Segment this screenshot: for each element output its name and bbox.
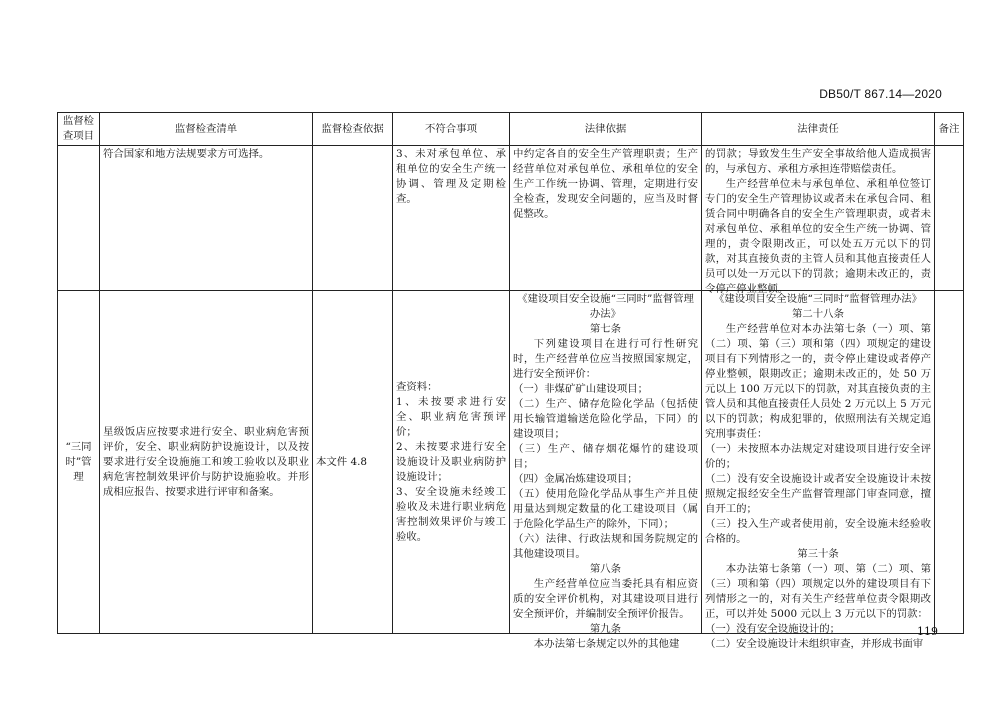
supervision-checklist-table <box>57 112 964 650</box>
table-header-row <box>58 113 964 146</box>
article-item: （三）生产、储存烟花爆竹的建设项目； <box>513 443 698 470</box>
article-text: 生产经营单位对本办法第七条（一）项、第（二）项、第（三）项和第（四）项规定的建设项目有下列情形之一的，责令停止建设或者停产停业整顿，限期改正；逾期未改正的，处 50 万元以上 100 万元以下的罚款，对其直接负责的主管人员和其他直接责任人员处 2 万元以上 5 万元以下的罚款；构成犯罪的，依照刑法有关规定追究刑事责任： <box>705 323 931 440</box>
article-text: 下列建设项目在进行可行性研究时，生产经营单位应当按照国家规定，进行安全预评价： <box>513 338 698 380</box>
article-heading: 第八条 <box>589 563 622 575</box>
cell-noncompliance: 3、未对承包单位、承租单位的安全生产统一协调、管理及定期检查。 <box>393 146 510 291</box>
article-heading: 第九条 <box>589 623 622 635</box>
table-row <box>58 146 964 291</box>
cell-item: “三同时”管理 <box>58 291 100 634</box>
cell-remark <box>935 146 964 291</box>
liability-text: 生产经营单位未与承包单位、承租单位签订专门的安全生产管理协议或者未在承包合同、租赁合同中明确各自的安全生产管理职责，或者未对承包单位、承租单位的安全生产统一协调、管理的，责令限期改正，可以处五万元以下的罚款，对其直接负责的主管人员和其他直接责任人员可以处一万元以下的罚款；逾期未改正的，责令停产停业整顿。 <box>705 178 931 295</box>
noncompliance-line: 1、未按要求进行安全、职业病危害预评价； <box>396 395 506 438</box>
article-heading: 第三十条 <box>797 548 839 560</box>
article-text: 本办法第七条第（一）项、第（二）项、第（三）项和第（四）项规定以外的建设项目有下列情形之一的，对有关生产经营单位责令限期改正，可以并处 5000 元以上 3 万元以下的罚款： <box>705 563 931 620</box>
article-item: （三）投入生产或者使用前，安全设施未经验收合格的。 <box>705 518 931 545</box>
cell-liability <box>702 291 935 650</box>
noncompliance-line: 3、安全设施未经竣工验收及未进行职业病危害控制效果评价与竣工验收。 <box>396 485 506 543</box>
header-basis: 监督检查依据 <box>313 113 393 146</box>
cell-basis <box>313 146 393 291</box>
cell-checklist: 星级饭店应按要求进行安全、职业病危害预评价，安全、职业病防护设施设计，以及按要求进行安全设施施工和竣工验收以及职业病危害控制效果评价与防护设施验收。并形成相应报告、按要求进行评审和备案。 <box>100 291 313 634</box>
cell-item <box>58 146 100 291</box>
article-heading: 第七条 <box>589 323 622 335</box>
article-item: （二）安全设施设计未组织审查，并形成书面审 <box>705 638 924 650</box>
cell-basis: 本文件 4.8 <box>313 291 393 634</box>
cell-liability <box>702 146 935 295</box>
header-legal-basis: 法律依据 <box>510 113 702 146</box>
article-item: （一）没有安全设施设计的； <box>705 623 841 635</box>
article-item: （一）未按照本办法规定对建设项目进行安全评价的； <box>705 443 931 470</box>
regulation-title: 《建设项目安全设施“三同时”监督管理办法》 <box>517 293 694 320</box>
article-item: （二）没有安全设施设计或者安全设施设计未按照规定报经安全生产监督管理部门审查同意，擅自开工的； <box>705 473 931 515</box>
cell-checklist: 符合国家和地方法规要求方可选择。 <box>100 146 313 291</box>
article-item: （一）非煤矿矿山建设项目； <box>513 383 649 395</box>
noncompliance-line: 2、未按要求进行安全设施设计及职业病防护设施设计； <box>396 440 506 483</box>
noncompliance-line: 查资料： <box>396 380 438 393</box>
liability-text: 的罚款；导致发生生产安全事故给他人造成损害的，与承包方、承租方承担连带赔偿责任。 <box>705 148 931 175</box>
article-heading: 第二十八条 <box>792 308 844 320</box>
cell-noncompliance <box>393 291 510 634</box>
page-number: 119 <box>917 625 938 638</box>
header-checklist: 监督检查清单 <box>100 113 313 146</box>
article-item: （六）法律、行政法规和国务院规定的其他建设项目。 <box>513 533 698 560</box>
table-row <box>58 291 964 634</box>
article-item: （五）使用危险化学品从事生产并且使用量达到规定数量的化工建设项目（属于危险化学品生产的除外，下同）； <box>513 488 698 530</box>
cell-legal-basis <box>510 291 702 650</box>
regulation-title: 《建设项目安全设施“三同时”监督管理办法》 <box>713 293 923 305</box>
header-liability: 法律责任 <box>702 113 935 146</box>
document-code: DB50/T 867.14—2020 <box>819 87 942 101</box>
header-item: 监督检查项目 <box>58 113 100 146</box>
cell-remark <box>935 291 964 634</box>
cell-legal-basis: 中约定各自的安全生产管理职责；生产经营单位对承包单位、承租单位的安全生产工作统一协调、管理，定期进行安全检查，发现安全问题的，应当及时督促整改。 <box>510 146 702 291</box>
article-text: 本办法第七条规定以外的其他建 <box>533 638 680 650</box>
article-item: （四）金属冶炼建设项目； <box>513 473 638 485</box>
header-noncompliance: 不符合事项 <box>393 113 510 146</box>
article-text: 生产经营单位应当委托具有相应资质的安全评价机构，对其建设项目进行安全预评价，并编制安全预评价报告。 <box>513 578 698 620</box>
header-remark: 备注 <box>935 113 964 146</box>
article-item: （二）生产、储存危险化学品（包括使用长输管道输送危险化学品，下同）的建设项目； <box>513 398 698 440</box>
